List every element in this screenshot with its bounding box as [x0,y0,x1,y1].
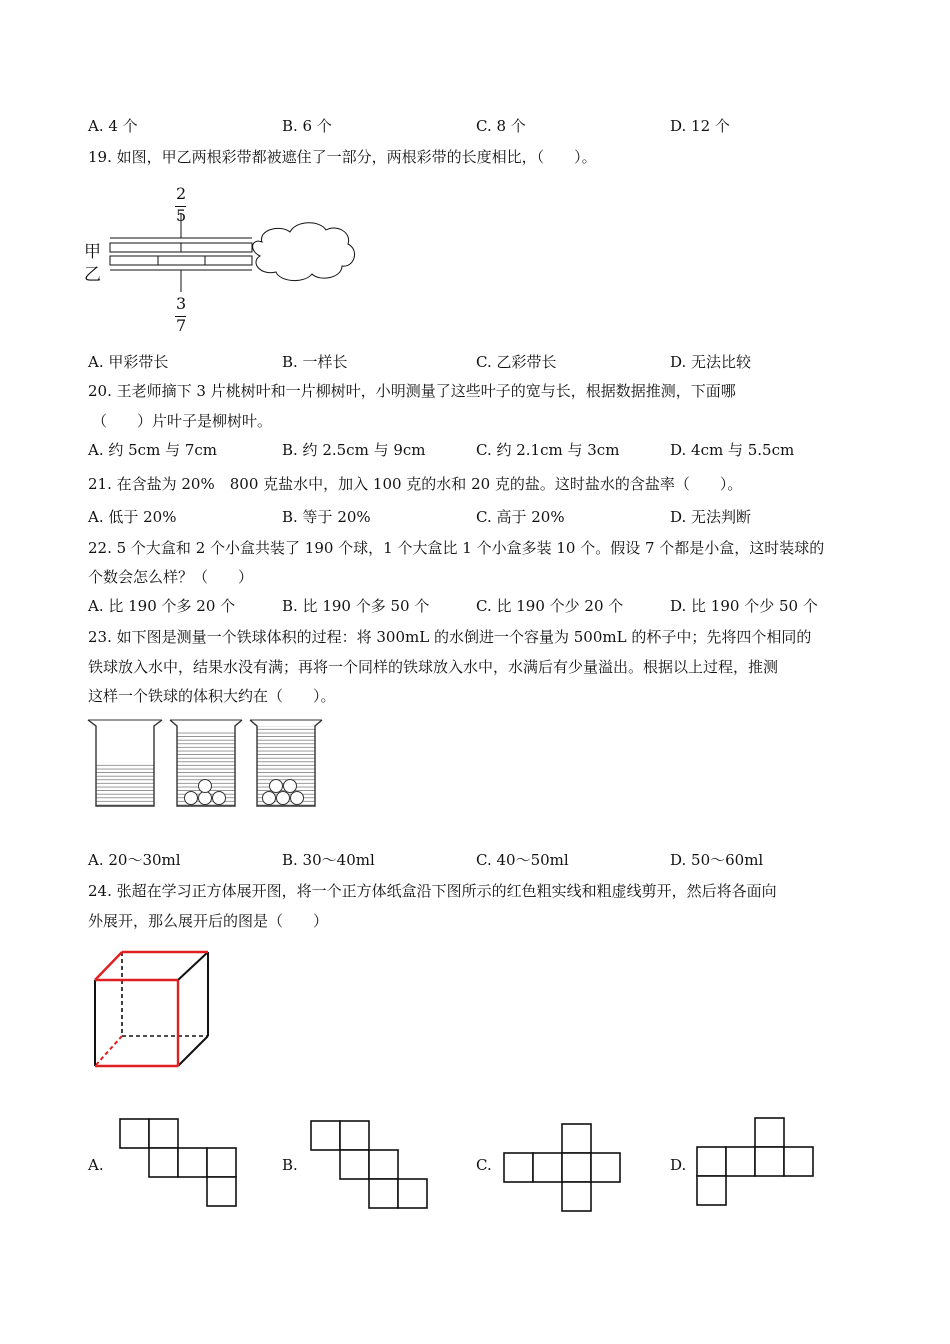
q24-option-d-label[interactable]: D. [670,1156,687,1174]
q23-option-c[interactable]: C. 40～50ml [476,851,569,869]
beaker-2-ball [199,780,212,793]
q23-option-d[interactable]: D. 50～60ml [670,851,764,869]
beaker-1-water [96,764,154,806]
q23-option-a[interactable]: A. 20～30ml [88,851,181,869]
q19-options [0,351,950,373]
q20-option-b[interactable]: B. 约 2.5cm 与 9cm [282,441,426,459]
q20-stem-line2: （ ）片叶子是柳树叶。 [92,412,273,430]
cube-edge [178,952,208,980]
q24-option-c-label[interactable]: C. [476,1156,492,1174]
q24-option-c-net[interactable] [503,1123,628,1218]
q21-option-c[interactable]: C. 高于 20% [476,508,565,526]
q22-option-a[interactable]: A. 比 190 个多 20 个 [88,597,236,615]
q22-options [0,595,950,617]
q18-option-b[interactable]: B. 6 个 [282,117,332,135]
beaker-1 [88,720,162,806]
beaker-2 [170,720,242,806]
q21-option-a[interactable]: A. 低于 20% [88,508,177,526]
q18-options [0,115,950,137]
q19-option-a[interactable]: A. 甲彩带长 [88,353,169,371]
q22-option-b[interactable]: B. 比 190 个多 50 个 [282,597,430,615]
q19-label-yi: 乙 [84,265,101,285]
q24-option-d-net[interactable] [696,1117,821,1212]
q21-stem: 21. 在含盐为 20% 800 克盐水中，加入 100 克的水和 20 克的盐。这时盐水的含盐率（ ）。 [88,475,743,493]
beaker-2-ball [185,792,198,805]
q19-top-numerator: 2 [176,184,187,203]
q20-option-c[interactable]: C. 约 2.1cm 与 3cm [476,441,620,459]
q24-cube-figure [90,948,220,1073]
q24-option-a-label[interactable]: A. [88,1156,104,1174]
q23-beakers-figure [86,714,336,814]
q18-option-c[interactable]: C. 8 个 [476,117,526,135]
q18-option-d[interactable]: D. 12 个 [670,117,730,135]
q19-ribbon-yi [110,256,252,265]
cube-edge [178,1036,208,1066]
q20-option-a[interactable]: A. 约 5cm 与 7cm [88,441,218,459]
q24-option-b-net[interactable] [310,1120,435,1215]
q19-cloud [253,223,355,281]
q23-stem-line3: 这样一个铁球的体积大约在（ ）。 [88,687,336,705]
q21-options [0,506,950,528]
q24-option-a-net[interactable] [119,1118,244,1208]
q23-stem-line2: 铁球放入水中，结果水没有满；再将一个同样的铁球放入水中，水满后有少量溢出。根据以上过程，推测 [88,658,779,676]
beaker-3 [250,720,322,806]
q19-bottom-numerator: 3 [176,294,187,313]
q19-ribbon-figure [80,180,380,340]
beaker-3-ball [270,780,283,793]
q20-options [0,439,950,461]
q19-ribbons-svg [80,180,380,340]
beaker-2-ball [199,792,212,805]
q22-option-d[interactable]: D. 比 190 个少 50 个 [670,597,818,615]
beaker-3-ball [277,792,290,805]
q23-option-b[interactable]: B. 30～40ml [282,851,375,869]
beaker-2-ball [213,792,226,805]
beaker-3-ball [263,792,276,805]
cube-cut-edge [95,952,122,980]
q22-option-c[interactable]: C. 比 190 个少 20 个 [476,597,624,615]
q23-stem-line1: 23. 如下图是测量一个铁球体积的过程：将 300mL 的水倒进一个容量为 500mL 的杯子中；先将四个相同的 [88,628,812,646]
q23-options [0,849,950,871]
q20-stem-line1: 20. 王老师摘下 3 片桃树叶和一片柳树叶，小明测量了这些叶子的宽与长，根据数据推测，下面哪 [88,382,736,400]
q19-label-jia: 甲 [84,242,101,262]
q24-stem-line1: 24. 张超在学习正方体展开图，将一个正方体纸盒沿下图所示的红色粗实线和粗虚线剪开，然后将各面向 [88,882,777,900]
beaker-3-ball [291,792,304,805]
q19-stem: 19. 如图，甲乙两根彩带都被遮住了一部分，两根彩带的长度相比，（ ）。 [88,148,597,166]
q18-option-a[interactable]: A. 4 个 [88,117,138,135]
q21-option-d[interactable]: D. 无法判断 [670,508,752,526]
cube-cut-dashed-edge [95,1036,122,1066]
q19-option-b[interactable]: B. 一样长 [282,353,348,371]
q24-option-b-label[interactable]: B. [282,1156,298,1174]
beaker-3-ball [284,780,297,793]
q19-top-denominator: 5 [176,206,187,225]
q19-option-c[interactable]: C. 乙彩带长 [476,353,557,371]
q24-stem-line2: 外展开，那么展开后的图是（ ） [88,912,329,930]
q22-stem-line1: 22. 5 个大盒和 2 个小盒共装了 190 个球，1 个大盒比 1 个小盒多装 10 个。假设 7 个都是小盒，这时装球的 [88,539,825,557]
q21-option-b[interactable]: B. 等于 20% [282,508,371,526]
q19-bottom-denominator: 7 [176,316,187,335]
q22-stem-line2: 个数会怎么样？（ ） [88,568,254,586]
q19-option-d[interactable]: D. 无法比较 [670,353,752,371]
q20-option-d[interactable]: D. 4cm 与 5.5cm [670,441,795,459]
